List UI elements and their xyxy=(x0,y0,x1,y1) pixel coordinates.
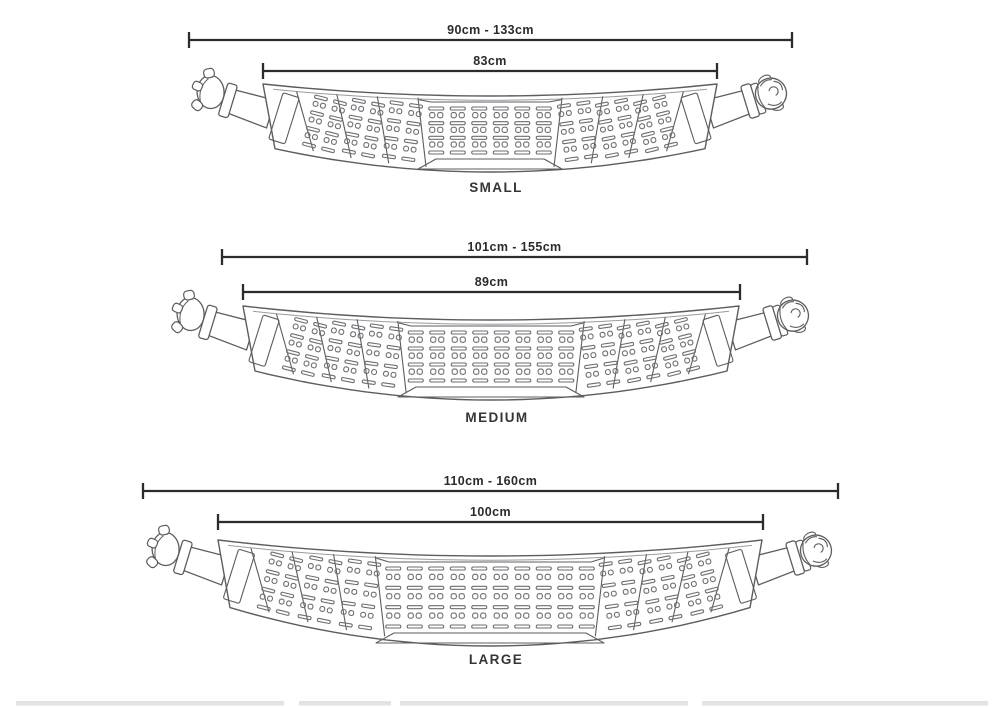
cobra-buckle-female xyxy=(725,292,814,354)
footer-strip-segment xyxy=(400,701,688,706)
cobra-buckle-male xyxy=(165,285,259,354)
footer-strip xyxy=(16,701,988,706)
cobra-buckle-female xyxy=(748,527,837,589)
belt-small xyxy=(185,23,792,195)
belt-large-outer-dimension-label: 110cm - 160cm xyxy=(443,474,538,488)
footer-strip-segment xyxy=(16,701,284,706)
belt-pad-outline xyxy=(218,540,762,646)
belt-size-label-small: SMALL xyxy=(469,180,523,195)
belt-small-outer-dimension-label: 90cm - 133cm xyxy=(447,23,534,37)
belt-large-inner-dimension-label: 100cm xyxy=(470,505,511,519)
belt-small-outer-dimension xyxy=(189,23,792,48)
belt-large-inner-dimension xyxy=(218,505,763,530)
belt-small-inner-dimension-label: 83cm xyxy=(473,54,507,68)
footer-strip-segment xyxy=(299,701,391,706)
cobra-buckle-male xyxy=(140,520,234,589)
belt-medium-inner-dimension-label: 89cm xyxy=(474,275,509,289)
belt-medium-inner-dimension xyxy=(243,275,740,300)
belt-large-outer-dimension xyxy=(143,474,838,499)
belt-medium-outer-dimension-label: 101cm - 155cm xyxy=(467,240,562,254)
belt-small-inner-dimension xyxy=(263,54,717,79)
belt-medium xyxy=(165,240,813,425)
belt-size-label-large: LARGE xyxy=(468,652,524,667)
belt-large xyxy=(140,474,838,667)
belt-size-label-medium: MEDIUM xyxy=(465,410,529,425)
belt-medium-outer-dimension xyxy=(222,240,807,265)
cobra-buckle-male xyxy=(185,63,279,132)
footer-strip-segment xyxy=(702,701,988,706)
